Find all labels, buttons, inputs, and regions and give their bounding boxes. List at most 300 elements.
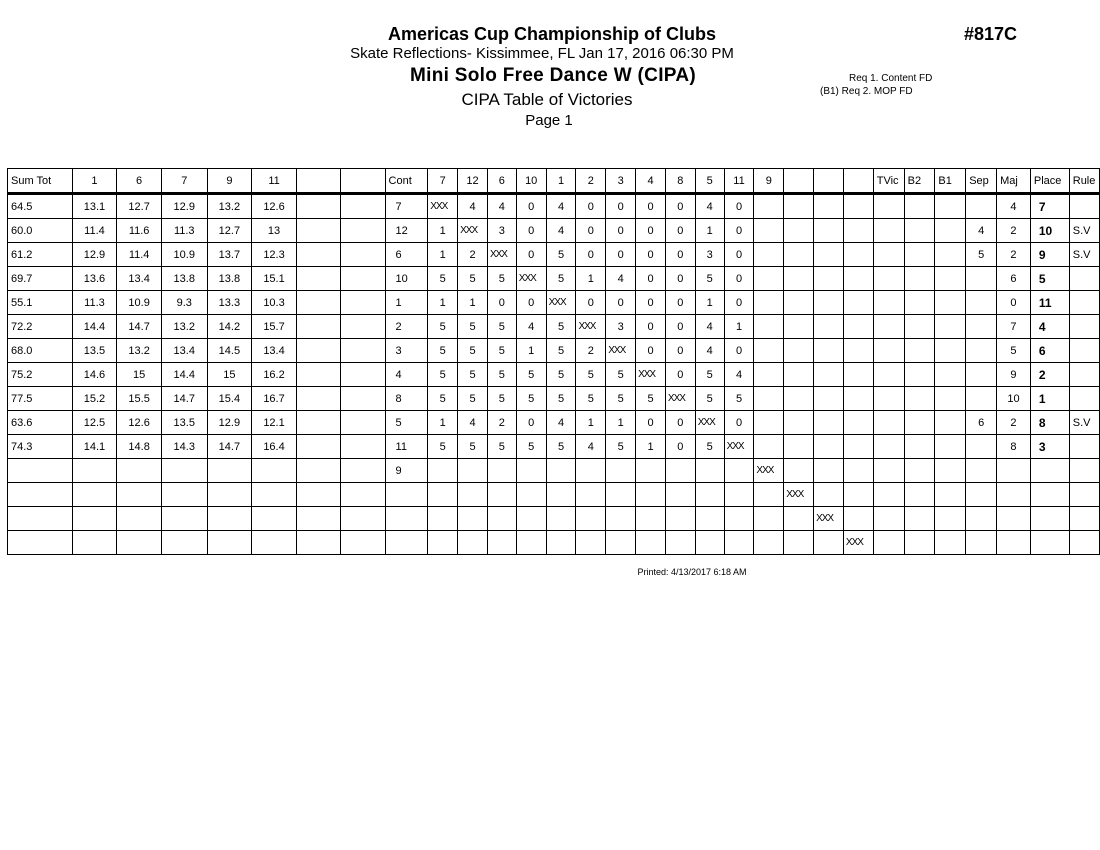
table-cell: [1069, 459, 1099, 483]
table-cell: 5: [724, 387, 754, 411]
table-cell: 8: [385, 387, 428, 411]
table-cell: 2: [385, 315, 428, 339]
table-cell: 13.2: [207, 194, 252, 219]
table-cell: [754, 507, 784, 531]
table-cell: [873, 291, 904, 315]
self-comparison-cell: XXX: [458, 219, 488, 243]
table-cell: 0: [724, 411, 754, 435]
table-cell: 1: [724, 315, 754, 339]
table-cell: S.V: [1069, 219, 1099, 243]
table-cell: 0: [516, 291, 546, 315]
table-cell: 6: [385, 243, 428, 267]
table-cell: [72, 531, 117, 555]
table-cell: 1: [428, 243, 458, 267]
table-cell: [754, 194, 784, 219]
page-number: Page 1: [525, 112, 573, 129]
table-cell: 4: [458, 411, 488, 435]
place-cell: 4: [1030, 315, 1069, 339]
table-cell: [385, 507, 428, 531]
table-cell: [296, 243, 340, 267]
table-cell: 0: [606, 219, 636, 243]
table-row: [8, 411, 1100, 435]
table-cell: [843, 507, 873, 531]
table-cell: 12.6: [252, 194, 297, 219]
table-cell: [904, 194, 935, 219]
table-cell: [814, 219, 844, 243]
table-cell: 0: [576, 291, 606, 315]
table-row: [8, 219, 1100, 243]
table-cell: 5: [458, 315, 488, 339]
table-cell: 5: [516, 435, 546, 459]
table-cell: 15: [207, 363, 252, 387]
table-cell: [695, 483, 724, 507]
table-cell: 4: [724, 363, 754, 387]
table-cell: [117, 483, 162, 507]
table-cell: [341, 339, 385, 363]
self-comparison-cell: XXX: [724, 435, 754, 459]
table-row: [8, 315, 1100, 339]
table-cell: [784, 267, 814, 291]
self-comparison-cell: XXX: [428, 194, 458, 219]
championship-title: Americas Cup Championship of Clubs: [387, 24, 717, 44]
table-cell: [935, 483, 966, 507]
table-cell: [754, 387, 784, 411]
table-cell: 12.9: [207, 411, 252, 435]
table-cell: 5: [516, 387, 546, 411]
column-header: Sum Tot: [8, 169, 73, 194]
table-cell: [207, 483, 252, 507]
table-cell: [935, 267, 966, 291]
table-row: [8, 459, 1100, 483]
table-cell: 4: [487, 194, 516, 219]
self-comparison-cell: XXX: [814, 507, 844, 531]
table-cell: 14.8: [117, 435, 162, 459]
table-cell: 4: [385, 363, 428, 387]
table-cell: 2: [997, 411, 1031, 435]
self-comparison-cell: XXX: [576, 315, 606, 339]
table-cell: 3: [606, 315, 636, 339]
column-header: 3: [606, 169, 636, 194]
table-cell: 15.7: [252, 315, 297, 339]
place-cell: [1030, 531, 1069, 555]
table-cell: [296, 315, 340, 339]
table-cell: [935, 243, 966, 267]
table-cell: [784, 243, 814, 267]
table-cell: 7: [385, 194, 428, 219]
table-cell: [966, 339, 997, 363]
table-cell: [516, 531, 546, 555]
table-cell: 0: [516, 411, 546, 435]
table-cell: [754, 339, 784, 363]
table-cell: [814, 315, 844, 339]
table-cell: [341, 219, 385, 243]
table-cell: [341, 531, 385, 555]
table-cell: [784, 459, 814, 483]
table-cell: [161, 507, 207, 531]
table-cell: [636, 507, 666, 531]
place-cell: 2: [1030, 363, 1069, 387]
table-cell: [296, 531, 340, 555]
table-cell: 10: [997, 387, 1031, 411]
table-cell: [873, 243, 904, 267]
table-cell: 5: [458, 363, 488, 387]
self-comparison-cell: XXX: [665, 387, 695, 411]
column-header: 8: [665, 169, 695, 194]
table-cell: 13.3: [207, 291, 252, 315]
table-cell: 0: [724, 219, 754, 243]
column-header: 2: [576, 169, 606, 194]
table-cell: [252, 459, 297, 483]
table-cell: 0: [606, 243, 636, 267]
table-cell: 0: [487, 291, 516, 315]
table-cell: 0: [665, 411, 695, 435]
table-cell: 3: [487, 219, 516, 243]
table-cell: 10: [385, 267, 428, 291]
table-cell: [935, 291, 966, 315]
table-cell: 5: [695, 435, 724, 459]
table-cell: [296, 459, 340, 483]
table-cell: 10.9: [161, 243, 207, 267]
table-cell: 13.1: [72, 194, 117, 219]
table-cell: [576, 531, 606, 555]
table-cell: 5: [487, 363, 516, 387]
table-cell: [966, 194, 997, 219]
table-cell: 1: [695, 291, 724, 315]
table-cell: 2: [997, 243, 1031, 267]
table-cell: 2: [487, 411, 516, 435]
table-cell: 0: [606, 291, 636, 315]
table-cell: 0: [576, 243, 606, 267]
table-cell: [606, 531, 636, 555]
table-cell: 5: [966, 243, 997, 267]
table-cell: [814, 435, 844, 459]
column-header: 5: [695, 169, 724, 194]
table-cell: [636, 459, 666, 483]
table-cell: [428, 483, 458, 507]
table-cell: [966, 315, 997, 339]
table-cell: 0: [665, 435, 695, 459]
table-cell: 1: [576, 411, 606, 435]
table-cell: [814, 411, 844, 435]
table-cell: [296, 339, 340, 363]
place-cell: 6: [1030, 339, 1069, 363]
table-cell: [935, 531, 966, 555]
column-header: [784, 169, 814, 194]
table-cell: [935, 219, 966, 243]
table-cell: [935, 459, 966, 483]
table-cell: [665, 531, 695, 555]
table-cell: [843, 291, 873, 315]
table-cell: 5: [458, 267, 488, 291]
column-header: 1: [72, 169, 117, 194]
table-cell: [117, 507, 162, 531]
place-cell: 8: [1030, 411, 1069, 435]
table-cell: 11: [385, 435, 428, 459]
table-cell: 0: [665, 267, 695, 291]
table-cell: [252, 531, 297, 555]
table-cell: [695, 507, 724, 531]
table-cell: [873, 531, 904, 555]
table-cell: 5: [606, 435, 636, 459]
table-cell: [873, 219, 904, 243]
table-cell: 7: [997, 315, 1031, 339]
table-cell: [935, 194, 966, 219]
table-cell: [843, 483, 873, 507]
table-cell: [904, 483, 935, 507]
table-cell: [873, 267, 904, 291]
table-cell: [814, 194, 844, 219]
table-cell: [296, 387, 340, 411]
table-cell: [252, 507, 297, 531]
table-cell: [161, 483, 207, 507]
table-cell: 5: [546, 387, 576, 411]
table-cell: 15: [117, 363, 162, 387]
table-cell: 5: [487, 435, 516, 459]
table-cell: [576, 507, 606, 531]
place-cell: 5: [1030, 267, 1069, 291]
table-cell: 4: [695, 315, 724, 339]
table-cell: [296, 219, 340, 243]
table-cell: [843, 267, 873, 291]
table-cell: [784, 435, 814, 459]
table-cell: 5: [487, 267, 516, 291]
table-cell: 5: [458, 435, 488, 459]
table-cell: [1069, 387, 1099, 411]
self-comparison-cell: XXX: [546, 291, 576, 315]
table-cell: [1069, 194, 1099, 219]
table-cell: [341, 315, 385, 339]
table-cell: 15.1: [252, 267, 297, 291]
table-cell: [636, 483, 666, 507]
table-cell: 0: [516, 243, 546, 267]
table-cell: [966, 483, 997, 507]
table-cell: [754, 363, 784, 387]
table-cell: 4: [695, 194, 724, 219]
table-cell: [695, 459, 724, 483]
table-cell: 9: [385, 459, 428, 483]
table-cell: 4: [966, 219, 997, 243]
table-cell: [341, 291, 385, 315]
table-cell: 14.3: [161, 435, 207, 459]
table-cell: 12: [385, 219, 428, 243]
table-cell: [814, 483, 844, 507]
column-header: [814, 169, 844, 194]
table-cell: 0: [724, 243, 754, 267]
table-cell: 12.3: [252, 243, 297, 267]
table-cell: 0: [665, 243, 695, 267]
table-cell: [904, 339, 935, 363]
table-row: [8, 387, 1100, 411]
table-cell: [997, 459, 1031, 483]
column-header: 11: [724, 169, 754, 194]
table-cell: [873, 339, 904, 363]
table-cell: 1: [428, 291, 458, 315]
self-comparison-cell: XXX: [754, 459, 784, 483]
table-cell: 12.9: [161, 194, 207, 219]
table-cell: 61.2: [8, 243, 73, 267]
table-cell: [754, 243, 784, 267]
event-code: #817C: [964, 24, 1018, 44]
table-cell: 1: [516, 339, 546, 363]
table-cell: 15.5: [117, 387, 162, 411]
table-cell: 4: [695, 339, 724, 363]
table-cell: [207, 459, 252, 483]
table-cell: 13.8: [207, 267, 252, 291]
table-cell: 2: [458, 243, 488, 267]
column-header: 7: [161, 169, 207, 194]
table-cell: 75.2: [8, 363, 73, 387]
column-header: 11: [252, 169, 297, 194]
table-cell: 4: [606, 267, 636, 291]
table-cell: [784, 291, 814, 315]
table-cell: 1: [576, 267, 606, 291]
table-cell: [576, 483, 606, 507]
table-cell: 5: [487, 387, 516, 411]
table-cell: [458, 531, 488, 555]
table-cell: 13.8: [161, 267, 207, 291]
table-cell: 0: [576, 194, 606, 219]
table-cell: 6: [997, 267, 1031, 291]
table-cell: 0: [576, 219, 606, 243]
table-cell: [1069, 291, 1099, 315]
table-cell: [754, 315, 784, 339]
table-cell: 5: [487, 339, 516, 363]
table-cell: [997, 483, 1031, 507]
table-cell: [117, 459, 162, 483]
table-cell: [296, 507, 340, 531]
table-cell: 16.2: [252, 363, 297, 387]
table-cell: 6: [966, 411, 997, 435]
table-cell: 5: [997, 339, 1031, 363]
table-cell: [784, 339, 814, 363]
place-cell: 1: [1030, 387, 1069, 411]
table-cell: [843, 363, 873, 387]
table-cell: 2: [997, 219, 1031, 243]
table-cell: 1: [428, 219, 458, 243]
table-cell: [458, 483, 488, 507]
table-cell: [843, 219, 873, 243]
table-cell: [784, 387, 814, 411]
table-cell: 4: [516, 315, 546, 339]
place-cell: [1030, 483, 1069, 507]
table-cell: 0: [636, 339, 666, 363]
table-cell: 72.2: [8, 315, 73, 339]
table-cell: 5: [428, 267, 458, 291]
table-cell: [966, 507, 997, 531]
table-cell: 11.3: [161, 219, 207, 243]
column-header: B2: [904, 169, 935, 194]
column-header: 12: [458, 169, 488, 194]
table-cell: [296, 363, 340, 387]
table-cell: [935, 507, 966, 531]
table-cell: 4: [997, 194, 1031, 219]
table-cell: [576, 459, 606, 483]
table-cell: [997, 531, 1031, 555]
table-cell: [1069, 267, 1099, 291]
table-cell: 0: [724, 291, 754, 315]
table-cell: 69.7: [8, 267, 73, 291]
table-cell: [966, 387, 997, 411]
table-cell: [296, 435, 340, 459]
table-cell: 5: [695, 387, 724, 411]
table-cell: [843, 194, 873, 219]
table-cell: [724, 459, 754, 483]
table-cell: 5: [546, 339, 576, 363]
table-cell: [724, 531, 754, 555]
place-cell: 10: [1030, 219, 1069, 243]
table-cell: 13.4: [117, 267, 162, 291]
table-cell: 5: [385, 411, 428, 435]
table-cell: 5: [546, 363, 576, 387]
table-cell: 14.2: [207, 315, 252, 339]
table-cell: 14.1: [72, 435, 117, 459]
table-cell: 16.7: [252, 387, 297, 411]
table-cell: [695, 531, 724, 555]
column-header: [341, 169, 385, 194]
table-cell: [207, 531, 252, 555]
table-cell: 13.6: [72, 267, 117, 291]
table-cell: [904, 507, 935, 531]
table-cell: 4: [546, 411, 576, 435]
table-cell: 77.5: [8, 387, 73, 411]
table-cell: 0: [636, 291, 666, 315]
table-cell: [341, 435, 385, 459]
table-cell: 5: [695, 267, 724, 291]
table-cell: 5: [428, 315, 458, 339]
table-cell: 5: [458, 387, 488, 411]
column-header: 9: [207, 169, 252, 194]
table-cell: [843, 387, 873, 411]
table-cell: [873, 411, 904, 435]
requirement-1: Req 1. Content FD: [849, 73, 933, 84]
table-cell: [72, 459, 117, 483]
table-cell: 0: [636, 219, 666, 243]
table-cell: 12.9: [72, 243, 117, 267]
table-cell: [458, 459, 488, 483]
table-cell: [843, 243, 873, 267]
table-cell: [814, 387, 844, 411]
table-row: [8, 267, 1100, 291]
table-cell: 5: [695, 363, 724, 387]
table-cell: [784, 363, 814, 387]
table-cell: [487, 507, 516, 531]
table-cell: [8, 531, 73, 555]
table-cell: [904, 459, 935, 483]
table-cell: [904, 291, 935, 315]
table-cell: [814, 267, 844, 291]
table-cell: [784, 219, 814, 243]
table-cell: [1069, 315, 1099, 339]
table-cell: [1069, 339, 1099, 363]
table-row: [8, 339, 1100, 363]
table-cell: [873, 483, 904, 507]
table-cell: [754, 219, 784, 243]
table-cell: 14.6: [72, 363, 117, 387]
table-cell: [8, 507, 73, 531]
table-cell: 5: [428, 363, 458, 387]
column-header: Maj: [997, 169, 1031, 194]
table-cell: [814, 339, 844, 363]
table-cell: [935, 411, 966, 435]
table-cell: 0: [724, 267, 754, 291]
table-cell: 4: [546, 194, 576, 219]
table-cell: 1: [458, 291, 488, 315]
table-cell: 14.7: [161, 387, 207, 411]
table-cell: 11.6: [117, 219, 162, 243]
event-name: Mini Solo Free Dance W (CIPA): [410, 65, 696, 86]
table-cell: 2: [576, 339, 606, 363]
table-cell: [754, 267, 784, 291]
